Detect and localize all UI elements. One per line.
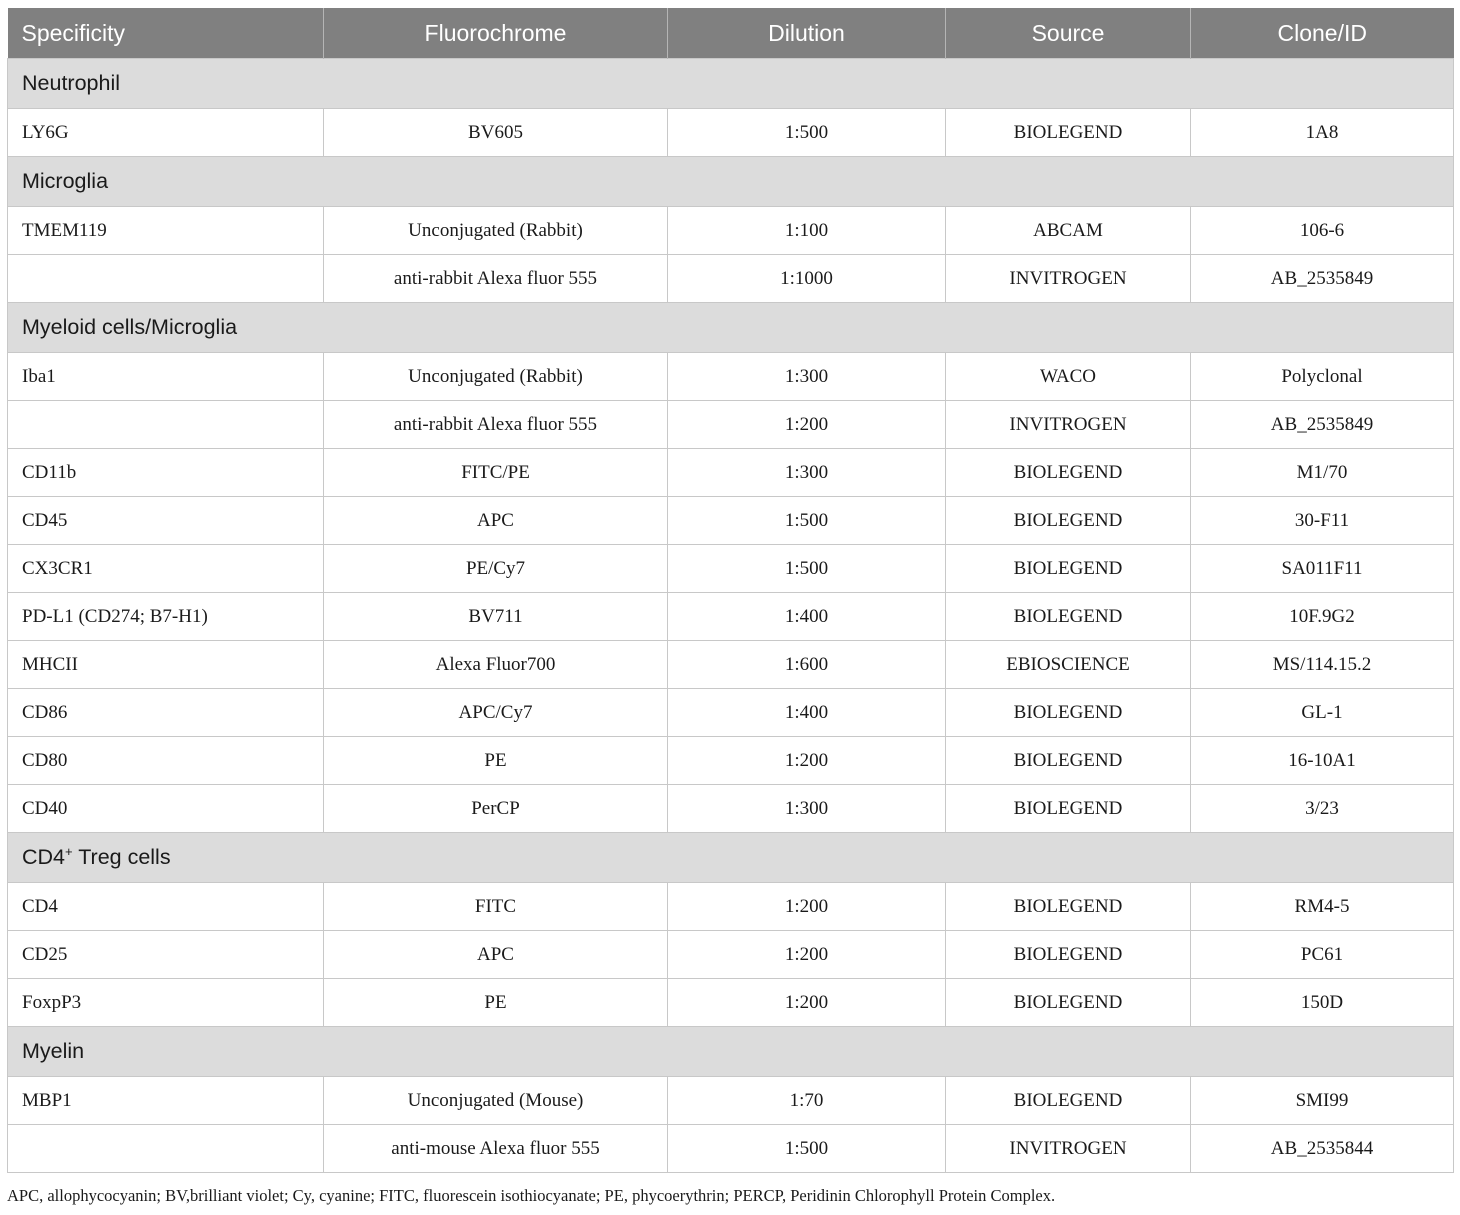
- cell-fluorochrome: PerCP: [324, 785, 668, 833]
- table-row: [8, 593, 1454, 641]
- table-header: [8, 8, 1454, 59]
- table-row: [8, 883, 1454, 931]
- cell-dilution: 1:1000: [668, 255, 946, 303]
- group-label: [8, 833, 1454, 883]
- table-row: [8, 1125, 1454, 1173]
- group-row: [8, 59, 1454, 109]
- cell-fluorochrome: BV605: [324, 109, 668, 157]
- header-clone-id: Clone/ID: [1191, 8, 1454, 59]
- cell-dilution: 1:200: [668, 979, 946, 1027]
- cell-dilution: 1:400: [668, 593, 946, 641]
- cell-fluorochrome: FITC/PE: [324, 449, 668, 497]
- cell-dilution: 1:500: [668, 1125, 946, 1173]
- cell-dilution: 1:300: [668, 353, 946, 401]
- cell-fluorochrome: Unconjugated (Mouse): [324, 1077, 668, 1125]
- cell-fluorochrome: PE/Cy7: [324, 545, 668, 593]
- cell-specificity: [8, 1125, 324, 1173]
- cell-clone-id: GL-1: [1191, 689, 1454, 737]
- table-row: [8, 785, 1454, 833]
- header-specificity: Specificity: [8, 8, 324, 59]
- cell-source: BIOLEGEND: [946, 497, 1191, 545]
- cell-source: BIOLEGEND: [946, 1077, 1191, 1125]
- cell-dilution: 1:400: [668, 689, 946, 737]
- cell-source: ABCAM: [946, 207, 1191, 255]
- group-row: [8, 833, 1454, 883]
- cell-dilution: 1:500: [668, 109, 946, 157]
- cell-fluorochrome: PE: [324, 737, 668, 785]
- cell-fluorochrome: Unconjugated (Rabbit): [324, 353, 668, 401]
- header-source: Source: [946, 8, 1191, 59]
- table-row: [8, 109, 1454, 157]
- cell-specificity: [8, 401, 324, 449]
- table-row: [8, 641, 1454, 689]
- cell-dilution: 1:100: [668, 207, 946, 255]
- cell-fluorochrome: APC: [324, 497, 668, 545]
- group-row: [8, 303, 1454, 353]
- cell-clone-id: 10F.9G2: [1191, 593, 1454, 641]
- cell-dilution: 1:200: [668, 401, 946, 449]
- cell-source: BIOLEGEND: [946, 449, 1191, 497]
- cell-clone-id: 1A8: [1191, 109, 1454, 157]
- header-row: [8, 8, 1454, 59]
- cell-fluorochrome: BV711: [324, 593, 668, 641]
- table-row: [8, 545, 1454, 593]
- cell-dilution: 1:200: [668, 883, 946, 931]
- cell-dilution: 1:300: [668, 449, 946, 497]
- cell-specificity: CD40: [8, 785, 324, 833]
- cell-source: BIOLEGEND: [946, 785, 1191, 833]
- cell-specificity: CD86: [8, 689, 324, 737]
- table-row: [8, 737, 1454, 785]
- table-row: [8, 1077, 1454, 1125]
- cell-clone-id: 30-F11: [1191, 497, 1454, 545]
- cell-specificity: CX3CR1: [8, 545, 324, 593]
- group-label-text: Myeloid cells/Microglia: [22, 315, 238, 339]
- cell-clone-id: PC61: [1191, 931, 1454, 979]
- group-label-text: Myelin: [22, 1039, 85, 1063]
- group-label-suffix: Treg cells: [72, 845, 171, 870]
- group-label: [8, 303, 1454, 353]
- cell-specificity: MHCII: [8, 641, 324, 689]
- group-row: [8, 157, 1454, 207]
- table-body: [8, 59, 1454, 1173]
- header-fluorochrome: Fluorochrome: [324, 8, 668, 59]
- table-row: [8, 353, 1454, 401]
- cell-specificity: [8, 255, 324, 303]
- cell-fluorochrome: anti-mouse Alexa fluor 555: [324, 1125, 668, 1173]
- cell-dilution: 1:500: [668, 545, 946, 593]
- group-label-text: Neutrophil: [22, 71, 120, 95]
- cell-source: BIOLEGEND: [946, 593, 1191, 641]
- group-label-superscript: +: [65, 844, 73, 860]
- cell-source: INVITROGEN: [946, 401, 1191, 449]
- group-row: [8, 1027, 1454, 1077]
- table-row: [8, 207, 1454, 255]
- cell-specificity: FoxpP3: [8, 979, 324, 1027]
- table-row: [8, 689, 1454, 737]
- cell-source: BIOLEGEND: [946, 109, 1191, 157]
- cell-clone-id: AB_2535849: [1191, 401, 1454, 449]
- cell-specificity: LY6G: [8, 109, 324, 157]
- cell-clone-id: 150D: [1191, 979, 1454, 1027]
- cell-dilution: 1:200: [668, 737, 946, 785]
- cell-fluorochrome: APC/Cy7: [324, 689, 668, 737]
- cell-source: EBIOSCIENCE: [946, 641, 1191, 689]
- table-row: [8, 979, 1454, 1027]
- cell-specificity: CD25: [8, 931, 324, 979]
- table-row: [8, 497, 1454, 545]
- cell-source: BIOLEGEND: [946, 883, 1191, 931]
- cell-dilution: 1:300: [668, 785, 946, 833]
- cell-fluorochrome: APC: [324, 931, 668, 979]
- cell-specificity: Iba1: [8, 353, 324, 401]
- cell-fluorochrome: Alexa Fluor700: [324, 641, 668, 689]
- group-label-text: Microglia: [22, 169, 109, 193]
- cell-source: BIOLEGEND: [946, 689, 1191, 737]
- table-row: [8, 401, 1454, 449]
- cell-specificity: CD45: [8, 497, 324, 545]
- cell-clone-id: AB_2535844: [1191, 1125, 1454, 1173]
- cell-specificity: PD-L1 (CD274; B7-H1): [8, 593, 324, 641]
- table-row: [8, 255, 1454, 303]
- antibody-table: [7, 8, 1454, 1173]
- header-dilution: Dilution: [668, 8, 946, 59]
- table-row: [8, 449, 1454, 497]
- group-label: [8, 59, 1454, 109]
- antibody-table-container: [7, 8, 1453, 1173]
- cell-dilution: 1:70: [668, 1077, 946, 1125]
- cell-dilution: 1:600: [668, 641, 946, 689]
- cell-source: BIOLEGEND: [946, 737, 1191, 785]
- cell-source: WACO: [946, 353, 1191, 401]
- cell-clone-id: 3/23: [1191, 785, 1454, 833]
- cell-clone-id: M1/70: [1191, 449, 1454, 497]
- cell-source: INVITROGEN: [946, 255, 1191, 303]
- cell-specificity: MBP1: [8, 1077, 324, 1125]
- cell-source: BIOLEGEND: [946, 979, 1191, 1027]
- cell-source: INVITROGEN: [946, 1125, 1191, 1173]
- group-label-text: CD4: [22, 845, 66, 870]
- cell-clone-id: MS/114.15.2: [1191, 641, 1454, 689]
- table-row: [8, 931, 1454, 979]
- cell-fluorochrome: FITC: [324, 883, 668, 931]
- cell-clone-id: SMI99: [1191, 1077, 1454, 1125]
- group-label: [8, 157, 1454, 207]
- cell-clone-id: RM4-5: [1191, 883, 1454, 931]
- cell-dilution: 1:500: [668, 497, 946, 545]
- cell-specificity: TMEM119: [8, 207, 324, 255]
- cell-source: BIOLEGEND: [946, 545, 1191, 593]
- cell-clone-id: Polyclonal: [1191, 353, 1454, 401]
- cell-fluorochrome: anti-rabbit Alexa fluor 555: [324, 255, 668, 303]
- cell-fluorochrome: PE: [324, 979, 668, 1027]
- cell-clone-id: AB_2535849: [1191, 255, 1454, 303]
- cell-specificity: CD4: [8, 883, 324, 931]
- group-label: [8, 1027, 1454, 1077]
- cell-specificity: CD11b: [8, 449, 324, 497]
- table-footnote: APC, allophycocyanin; BV,brilliant violet; Cy, cyanine; FITC, fluorescein isothiocyanate; PE, phycoerythrin; PERCP, Peridinin Chlorophyll Protein Complex.: [7, 1186, 1056, 1205]
- cell-clone-id: SA011F11: [1191, 545, 1454, 593]
- cell-clone-id: 16-10A1: [1191, 737, 1454, 785]
- cell-clone-id: 106-6: [1191, 207, 1454, 255]
- cell-fluorochrome: Unconjugated (Rabbit): [324, 207, 668, 255]
- cell-specificity: CD80: [8, 737, 324, 785]
- cell-dilution: 1:200: [668, 931, 946, 979]
- cell-fluorochrome: anti-rabbit Alexa fluor 555: [324, 401, 668, 449]
- cell-source: BIOLEGEND: [946, 931, 1191, 979]
